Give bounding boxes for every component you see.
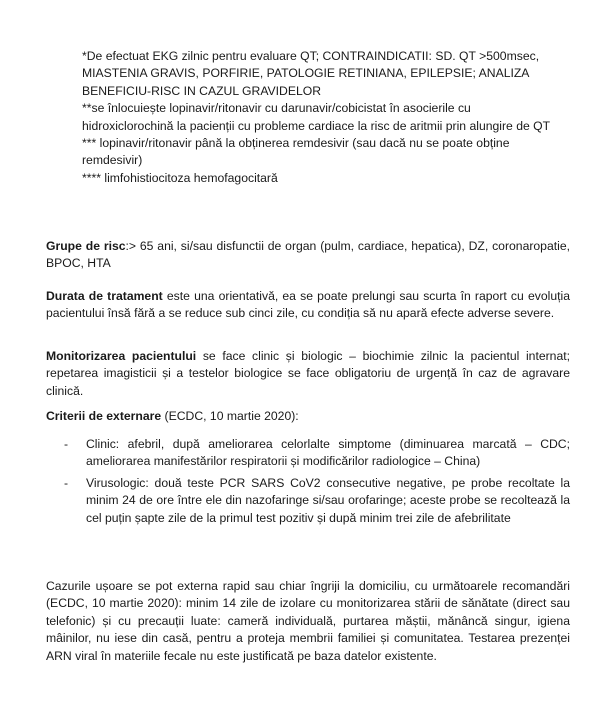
discharge-criteria-source: (ECDC, 10 martie 2020): [161, 409, 299, 423]
patient-monitoring-label: Monitorizarea pacientului [46, 349, 197, 363]
discharge-criterion-virological [64, 475, 570, 527]
discharge-criteria-heading [46, 408, 570, 425]
footnote-2: **se înlocuiește lopinavir/ritonavir cu darunavir/cobicistat în asocierile cu hidroxiclorochină la pacienții cu probleme cardiace la risc de aritmii prin alungire de QT [82, 101, 551, 133]
discharge-criteria-label: Criterii de externare [46, 409, 162, 423]
treatment-duration-section [46, 288, 570, 323]
footnote-3: *** lopinavir/ritonavir până la obținerea remdesivir (sau dacă nu se poate obține remdesivir) [82, 136, 510, 168]
discharge-criteria-heading-line [46, 408, 570, 425]
risk-groups-section [46, 238, 570, 273]
treatment-duration-paragraph [46, 288, 570, 323]
discharge-criterion-clinical-text: Clinic: afebril, după ameliorarea celorlalte simptome (diminuarea marcată – CDC; ameliorarea manifestărilor respiratorii și modificărilor radiologice – China) [86, 437, 570, 469]
discharge-criterion-clinical [64, 436, 570, 471]
patient-monitoring-section [46, 348, 570, 400]
discharge-criterion-virological-text: Virusologic: două teste PCR SARS CoV2 consecutive negative, pe probe recoltate la minim 24 de ore între ele din nazofaringe si/sau orofaringe; aceste probe se recoltează la cel puțin șapte zile de la primul test pozitiv și după minim trei zile de afebrilitate [86, 475, 570, 525]
patient-monitoring-text: se face clinic și biologic – biochimie zilnic la pacientul internat; repetarea imagisticii și a testelor biologice se face obligatoriu de urgență în caz de agravare clinică. [46, 349, 570, 398]
risk-groups-text: :> 65 ani, si/sau disfunctii de organ (pulm, cardiace, hepatica), DZ, coronaropatie, BPOC, HTA [46, 239, 570, 271]
list-bullet: - [64, 437, 69, 451]
patient-monitoring-paragraph [46, 348, 570, 400]
risk-groups-paragraph [46, 238, 570, 273]
footnotes-block [82, 48, 552, 187]
mild-cases-section [46, 578, 570, 665]
footnote-1: *De efectuat EKG zilnic pentru evaluare QT; CONTRAINDICATII: SD. QT >500msec, MIASTENIA GRAVIS, PORFIRIE, PATOLOGIE RETINIANA, EPILEPSIE; ANALIZA BENEFICIU-RISC IN CAZUL GRAVIDELOR [82, 49, 540, 98]
risk-groups-label: Grupe de risc [46, 239, 126, 253]
discharge-criteria-list [64, 436, 570, 531]
footnote-4: **** limfohistiocitoza hemofagocitară [82, 170, 278, 185]
mild-cases-paragraph: Cazurile ușoare se pot externa rapid sau chiar îngriji la domiciliu, cu următoarele recomandări (ECDC, 10 martie 2020): minim 14 zile de izolare cu monitorizarea stării de sănătate (direct sau telefonic) și cu precauții luate: cameră individuală, purtarea măștii, mănâncă singur, igiena mâinilor, nu iese din casă, pentru a proteja membrii familiei și comunitatea. Testarea prezenței ARN viral în materiile fecale nu este justificată pe baza datelor existente. [46, 579, 570, 663]
list-bullet: - [64, 475, 69, 490]
treatment-duration-text: este una orientativă, ea se poate prelungi sau scurta în raport cu evoluția pacientului însă fără a se reduce sub cinci zile, cu condiția să nu apară efecte adverse severe. [46, 289, 570, 321]
treatment-duration-label: Durata de tratament [46, 289, 163, 303]
